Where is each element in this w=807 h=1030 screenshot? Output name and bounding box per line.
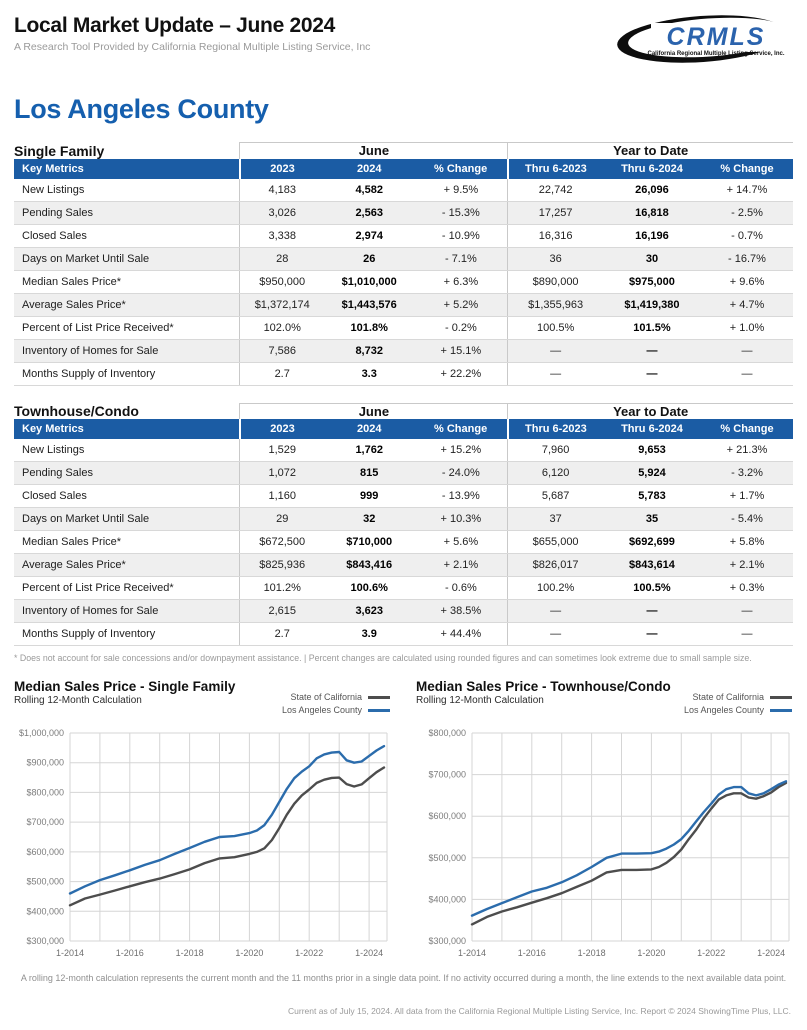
legend-item [692, 692, 792, 702]
metric-value: 100.5% [603, 577, 701, 600]
svg-text:1-2022: 1-2022 [697, 948, 726, 958]
metric-value: 26 [324, 247, 414, 270]
metric-value: 32 [324, 508, 414, 531]
svg-text:$500,000: $500,000 [428, 852, 466, 863]
chart-subtitle: Rolling 12-Month Calculation [14, 695, 142, 706]
column-header: % Change [701, 159, 793, 179]
legend-label: Los Angeles County [281, 705, 362, 715]
metric-value: 101.5% [603, 316, 701, 339]
metric-value: — [701, 623, 793, 646]
table-row [14, 224, 793, 247]
table-section-title: Townhouse/Condo [14, 403, 139, 419]
legend-label: Los Angeles County [683, 705, 764, 715]
metric-label: Average Sales Price* [14, 554, 240, 577]
metric-value: 1,072 [240, 462, 324, 485]
column-header: 2023 [240, 159, 324, 179]
metric-label: Pending Sales [14, 201, 240, 224]
metric-value: 30 [603, 247, 701, 270]
metric-value: 16,818 [603, 201, 701, 224]
metric-value: + 2.1% [414, 554, 507, 577]
metric-value: $950,000 [240, 270, 324, 293]
metric-value: 7,586 [240, 339, 324, 362]
metric-value: 2,974 [324, 224, 414, 247]
metric-value: 999 [324, 485, 414, 508]
metric-label: Median Sales Price* [14, 270, 240, 293]
metric-value: 101.8% [324, 316, 414, 339]
group-header-ytd: Year to Date [508, 143, 793, 159]
svg-text:$400,000: $400,000 [428, 894, 466, 905]
metric-label: Average Sales Price* [14, 293, 240, 316]
table-row [14, 462, 793, 485]
metric-value: + 22.2% [414, 362, 507, 385]
metric-value: 17,257 [508, 201, 603, 224]
metric-value: 3,623 [324, 600, 414, 623]
metric-value: 1,762 [324, 439, 414, 462]
group-header-june: June [240, 403, 508, 419]
metric-value: + 15.1% [414, 339, 507, 362]
metric-value: 100.2% [508, 577, 603, 600]
svg-text:$900,000: $900,000 [26, 757, 64, 768]
metric-value: + 1.7% [701, 485, 793, 508]
table-group-header-row [14, 143, 793, 159]
column-header: Thru 6-2024 [603, 419, 701, 439]
table-row [14, 623, 793, 646]
svg-text:1-2024: 1-2024 [355, 948, 384, 958]
metric-value: - 13.9% [414, 485, 507, 508]
page-subtitle: A Research Tool Provided by California Regional Multiple Listing Service, Inc [14, 41, 371, 53]
table-footnote: * Does not account for sale concessions and/or downpayment assistance. | Percent changes are calculated using rounded figures and can sometimes look extreme due to small sample size. [14, 653, 752, 663]
group-header-ytd: Year to Date [508, 403, 793, 419]
metric-value: - 2.5% [701, 201, 793, 224]
crmls-logo-icon [613, 12, 791, 66]
metric-value: 1,529 [240, 439, 324, 462]
metric-label: Median Sales Price* [14, 531, 240, 554]
column-header: 2024 [324, 159, 414, 179]
metric-value: 22,742 [508, 179, 603, 202]
legend-item [290, 692, 390, 702]
legend-line-swatch-icon [368, 696, 390, 699]
metric-value: 3,026 [240, 201, 324, 224]
table-row [14, 362, 793, 385]
metric-value: 16,196 [603, 224, 701, 247]
svg-text:1-2024: 1-2024 [757, 948, 786, 958]
metric-value: $843,614 [603, 554, 701, 577]
column-header: % Change [414, 419, 507, 439]
metric-value: — [508, 362, 603, 385]
metric-value: — [603, 339, 701, 362]
chart-title: Median Sales Price - Townhouse/Condo [416, 679, 671, 694]
metric-value: - 15.3% [414, 201, 507, 224]
table-row [14, 577, 793, 600]
table-row [14, 600, 793, 623]
legend-line-swatch-icon [368, 709, 390, 712]
column-header: % Change [701, 419, 793, 439]
column-header: 2023 [240, 419, 324, 439]
table-section-title: Single Family [14, 142, 105, 159]
chart-header [416, 679, 794, 725]
metric-value: $826,017 [508, 554, 603, 577]
metric-value: 5,783 [603, 485, 701, 508]
metric-value: + 10.3% [414, 508, 507, 531]
column-header: Thru 6-2023 [508, 159, 603, 179]
townhouse-condo-table [14, 403, 793, 647]
table-row [14, 339, 793, 362]
table-group-header-row [14, 403, 793, 419]
chart-legend [684, 692, 792, 715]
metric-value: 2.7 [240, 623, 324, 646]
line-chart-townhouse-condo [416, 725, 794, 963]
legend-label: State of California [692, 692, 764, 702]
table-row [14, 508, 793, 531]
metric-value: + 38.5% [414, 600, 507, 623]
metric-value: 102.0% [240, 316, 324, 339]
column-header: Key Metrics [14, 419, 240, 439]
metric-value: + 5.2% [414, 293, 507, 316]
svg-text:$600,000: $600,000 [428, 811, 466, 822]
svg-text:1-2016: 1-2016 [115, 948, 144, 958]
svg-text:$700,000: $700,000 [26, 817, 64, 828]
metric-value: - 0.2% [414, 316, 507, 339]
page-title: Local Market Update – June 2024 [14, 14, 335, 37]
metric-value: 100.5% [508, 316, 603, 339]
metric-value: + 44.4% [414, 623, 507, 646]
metric-value: 2.7 [240, 362, 324, 385]
metric-value: $1,355,963 [508, 293, 603, 316]
svg-text:$800,000: $800,000 [26, 787, 64, 798]
chart-single-family [14, 679, 392, 963]
column-header: Thru 6-2023 [508, 419, 603, 439]
metric-value: - 10.9% [414, 224, 507, 247]
metric-value: 3,338 [240, 224, 324, 247]
metric-label: Percent of List Price Received* [14, 577, 240, 600]
chart-legend [282, 692, 390, 715]
metric-value: - 0.6% [414, 577, 507, 600]
table-row [14, 247, 793, 270]
svg-text:$700,000: $700,000 [428, 769, 466, 780]
column-header: % Change [414, 159, 507, 179]
metric-value: 1,160 [240, 485, 324, 508]
report-footer: Current as of July 15, 2024. All data from the California Regional Multiple Listing Service, Inc. Report © 2024 ShowingTime Plus, LLC. [288, 1006, 791, 1016]
crmls-logo [613, 12, 791, 71]
metric-value: 5,687 [508, 485, 603, 508]
table-row [14, 316, 793, 339]
svg-text:1-2018: 1-2018 [577, 948, 606, 958]
legend-label: State of California [290, 692, 362, 702]
metric-value: $843,416 [324, 554, 414, 577]
metric-value: $1,443,576 [324, 293, 414, 316]
metric-label: New Listings [14, 439, 240, 462]
svg-text:$300,000: $300,000 [26, 936, 64, 946]
svg-text:1-2014: 1-2014 [55, 948, 85, 958]
table-row [14, 531, 793, 554]
metric-label: Pending Sales [14, 462, 240, 485]
svg-text:$400,000: $400,000 [26, 906, 64, 917]
metric-value: $890,000 [508, 270, 603, 293]
metric-label: Months Supply of Inventory [14, 623, 240, 646]
table-row [14, 270, 793, 293]
svg-text:1-2020: 1-2020 [235, 948, 264, 958]
metric-value: $1,010,000 [324, 270, 414, 293]
report-header [14, 14, 793, 78]
metric-value: — [508, 600, 603, 623]
svg-text:$1,000,000: $1,000,000 [18, 728, 64, 738]
metric-value: — [603, 362, 701, 385]
metric-value: 2,563 [324, 201, 414, 224]
metric-value: — [603, 600, 701, 623]
svg-text:1-2022: 1-2022 [295, 948, 324, 958]
line-chart-single-family [14, 725, 392, 963]
svg-text:1-2016: 1-2016 [517, 948, 546, 958]
metric-value: 3.3 [324, 362, 414, 385]
logo-wordmark: CRMLS [666, 23, 766, 51]
metric-value: $710,000 [324, 531, 414, 554]
single-family-table [14, 142, 793, 386]
legend-item [282, 705, 390, 715]
table-row [14, 179, 793, 202]
table-column-header-row [14, 419, 793, 439]
metric-value: 9,653 [603, 439, 701, 462]
table-row [14, 201, 793, 224]
metric-value: 29 [240, 508, 324, 531]
metric-value: 36 [508, 247, 603, 270]
metric-value: — [603, 623, 701, 646]
metric-value: + 0.3% [701, 577, 793, 600]
metric-label: Closed Sales [14, 485, 240, 508]
table-column-header-row [14, 159, 793, 179]
metric-value: 815 [324, 462, 414, 485]
metric-value: $825,936 [240, 554, 324, 577]
region-title: Los Angeles County [14, 94, 269, 124]
metric-value: + 15.2% [414, 439, 507, 462]
metric-value: + 9.5% [414, 179, 507, 202]
metric-value: — [508, 339, 603, 362]
metric-value: 100.6% [324, 577, 414, 600]
legend-line-swatch-icon [770, 709, 792, 712]
legend-line-swatch-icon [770, 696, 792, 699]
metric-value: - 16.7% [701, 247, 793, 270]
metric-value: $1,419,380 [603, 293, 701, 316]
metric-value: — [701, 600, 793, 623]
metric-label: Inventory of Homes for Sale [14, 600, 240, 623]
svg-text:$800,000: $800,000 [428, 728, 466, 738]
metric-value: 8,732 [324, 339, 414, 362]
legend-item [684, 705, 792, 715]
column-header: Key Metrics [14, 159, 240, 179]
metric-value: $975,000 [603, 270, 701, 293]
metric-value: 2,615 [240, 600, 324, 623]
metric-value: 28 [240, 247, 324, 270]
logo-tagline: California Regional Multiple Listing Service, Inc. [647, 51, 785, 57]
table-row [14, 554, 793, 577]
metric-value: 4,183 [240, 179, 324, 202]
metric-value: — [701, 339, 793, 362]
svg-text:1-2018: 1-2018 [175, 948, 204, 958]
metric-value: + 5.8% [701, 531, 793, 554]
group-header-june: June [240, 143, 508, 159]
metric-value: $655,000 [508, 531, 603, 554]
metric-value: $692,699 [603, 531, 701, 554]
chart-header [14, 679, 392, 725]
svg-text:1-2014: 1-2014 [457, 948, 487, 958]
metric-value: + 2.1% [701, 554, 793, 577]
metric-value: - 24.0% [414, 462, 507, 485]
metric-label: Days on Market Until Sale [14, 247, 240, 270]
metric-value: — [508, 623, 603, 646]
metric-value: 35 [603, 508, 701, 531]
metric-value: - 7.1% [414, 247, 507, 270]
metric-label: New Listings [14, 179, 240, 202]
metric-value: - 3.2% [701, 462, 793, 485]
metric-value: + 1.0% [701, 316, 793, 339]
metric-value: 37 [508, 508, 603, 531]
metric-value: - 0.7% [701, 224, 793, 247]
table-row [14, 439, 793, 462]
column-header: 2024 [324, 419, 414, 439]
metric-value: 5,924 [603, 462, 701, 485]
metric-value: 3.9 [324, 623, 414, 646]
column-header: Thru 6-2024 [603, 159, 701, 179]
metric-value: $672,500 [240, 531, 324, 554]
townhouse-condo-section [14, 403, 793, 647]
metric-value: 7,960 [508, 439, 603, 462]
metric-value: + 14.7% [701, 179, 793, 202]
metric-value: + 4.7% [701, 293, 793, 316]
svg-text:1-2020: 1-2020 [637, 948, 666, 958]
metric-value: + 9.6% [701, 270, 793, 293]
chart-townhouse-condo [416, 679, 794, 963]
table-row [14, 485, 793, 508]
charts-row [14, 679, 793, 963]
metric-label: Closed Sales [14, 224, 240, 247]
rolling-calculation-note: A rolling 12-month calculation represents the current month and the 11 months prior in a single data point. If no activity occurred during a month, the line extends to the next available data point. [20, 973, 787, 983]
metric-value: 26,096 [603, 179, 701, 202]
metric-value: + 6.3% [414, 270, 507, 293]
svg-text:$600,000: $600,000 [26, 846, 64, 857]
metric-label: Inventory of Homes for Sale [14, 339, 240, 362]
single-family-section [14, 142, 793, 386]
metric-value: - 5.4% [701, 508, 793, 531]
metric-value: 16,316 [508, 224, 603, 247]
metric-value: 6,120 [508, 462, 603, 485]
metric-value: + 21.3% [701, 439, 793, 462]
metric-label: Percent of List Price Received* [14, 316, 240, 339]
chart-title: Median Sales Price - Single Family [14, 679, 236, 694]
metric-value: + 5.6% [414, 531, 507, 554]
metric-value: $1,372,174 [240, 293, 324, 316]
svg-text:$300,000: $300,000 [428, 936, 466, 946]
metric-value: 101.2% [240, 577, 324, 600]
chart-subtitle: Rolling 12-Month Calculation [416, 695, 544, 706]
svg-text:$500,000: $500,000 [26, 876, 64, 887]
metric-value: 4,582 [324, 179, 414, 202]
table-row [14, 293, 793, 316]
metric-value: — [701, 362, 793, 385]
metric-label: Days on Market Until Sale [14, 508, 240, 531]
metric-label: Months Supply of Inventory [14, 362, 240, 385]
